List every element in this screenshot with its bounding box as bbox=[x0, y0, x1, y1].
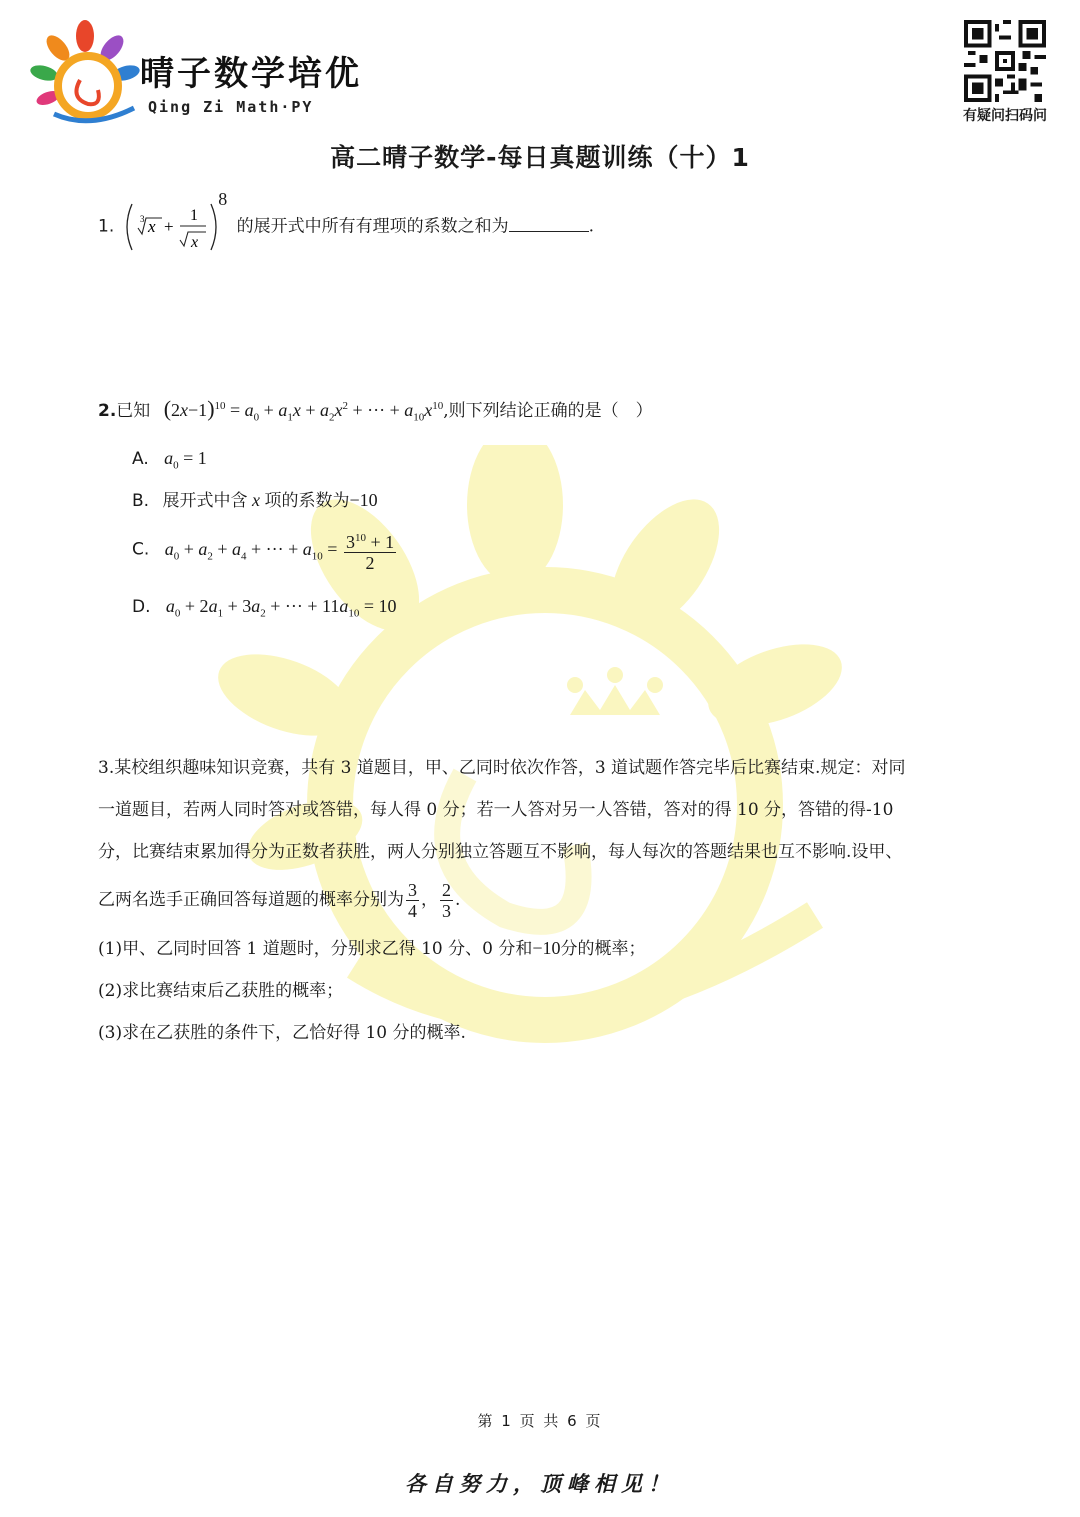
question-3-line-2: 一道题目，若两人同时答对或答错，每人得 0 分；若一人答对另一人答错，答对的得 10 分，答错的得-10 bbox=[98, 800, 894, 820]
question-1-number: 1. bbox=[98, 216, 115, 237]
svg-text:x: x bbox=[191, 234, 199, 251]
question-1-text: 的展开式中所有有理项的系数之和为 bbox=[236, 216, 509, 237]
question-3 bbox=[98, 747, 905, 1054]
question-1 bbox=[98, 188, 595, 254]
question-3-sub-3: (3)求在乙获胜的条件下，乙恰好得 10 分的概率. bbox=[98, 1023, 466, 1043]
svg-text:3: 3 bbox=[140, 214, 145, 224]
option-d-label: D. bbox=[132, 597, 151, 617]
sub-1-text-a: (1)甲、乙同时回答 1 道题时，分别求乙得 10 分、0 分和 bbox=[98, 939, 533, 959]
option-d-value: 10 bbox=[378, 596, 397, 616]
page-title: 高二晴子数学-每日真题训练（十）1 bbox=[330, 143, 750, 172]
question-3-line-4: 乙两名选手正确回答每道题的概率分别为 $\frac{3}{4}$ ， $\frac{2}{3}$ . bbox=[98, 880, 461, 921]
option-d[interactable] bbox=[132, 594, 397, 626]
option-a-label: A. bbox=[132, 449, 149, 469]
question-2-text: ,则下列结论正确的是（ ） bbox=[443, 401, 653, 421]
sub-1-neg-value: −10 bbox=[532, 938, 561, 958]
option-c-label: C. bbox=[132, 539, 150, 560]
option-a-formula: $a_0 = 1$ bbox=[164, 448, 207, 472]
brand-logo bbox=[30, 18, 140, 128]
svg-text:1: 1 bbox=[190, 207, 199, 224]
option-a[interactable] bbox=[132, 446, 207, 478]
question-3-sub-2: (2)求比赛结束后乙获胜的概率； bbox=[98, 981, 344, 1001]
question-3-line-4-text: 乙两名选手正确回答每道题的概率分别为 bbox=[98, 890, 404, 910]
question-3-line-1: 3.某校组织趣味知识竞赛，共有 3 道题目，甲、乙同时依次作答，3 道试题作答完毕后比赛结束.规定：对同 bbox=[98, 758, 906, 778]
page-number: 第 1 页 共 6 页 bbox=[477, 1412, 603, 1430]
qr-caption: 有疑问扫码问 bbox=[963, 108, 1047, 124]
question-2 bbox=[98, 394, 653, 430]
question-2-equation: $(2x-1)^{10} = a_0 + a_1x + a_2x^2$ + ··· + $a_{10}x^{10}$ bbox=[163, 396, 444, 424]
question-2-prefix: 已知 bbox=[116, 401, 151, 421]
prob-yi-denominator: 3 bbox=[442, 901, 451, 921]
brand-name-cn: 晴子数学培优 bbox=[140, 54, 362, 94]
option-b-text-2: 项的系数为 bbox=[264, 491, 350, 511]
option-b-value: −10 bbox=[349, 490, 378, 510]
option-b[interactable] bbox=[132, 488, 378, 513]
answer-blank[interactable] bbox=[509, 217, 589, 232]
prob-jia-numerator: 3 bbox=[408, 880, 417, 900]
question-1-formula bbox=[114, 200, 222, 254]
question-3-line-3: 分，比赛结束累加得分为正数者获胜，两人分别独立答题互不影响，每人每次的答题结果也互不影响.设甲、 bbox=[98, 842, 903, 862]
option-c[interactable] bbox=[132, 528, 398, 573]
brand-name-en: Qing Zi Math·PY bbox=[148, 98, 314, 116]
question-3-sub-1 bbox=[98, 927, 905, 970]
option-b-var: x bbox=[247, 490, 265, 510]
prob-yi-numerator: 2 bbox=[442, 880, 451, 900]
option-c-formula: $a_0 + a_2 + a_4$ + ··· + $a_{10}$ = $\frac{3^{10} + 1}{2}$ bbox=[165, 539, 398, 559]
svg-text:x: x bbox=[148, 217, 156, 236]
option-d-formula: $a_0 + 2a_1 + 3a_2$ + ··· + $11a_{10} = 10$ bbox=[165, 596, 397, 620]
sub-1-text-b: 分的概率； bbox=[560, 939, 646, 959]
qr-code bbox=[964, 20, 1046, 102]
svg-text:+: + bbox=[164, 217, 174, 236]
prob-jia-denominator: 4 bbox=[408, 901, 417, 921]
question-2-number: 2. bbox=[98, 401, 117, 421]
option-b-label: B. bbox=[132, 491, 150, 511]
option-b-text-1: 展开式中含 bbox=[162, 491, 248, 511]
footer-slogan: 各自努力，顶峰相见！ bbox=[405, 1471, 675, 1496]
question-1-end: . bbox=[588, 216, 595, 237]
question-1-exponent: 8 bbox=[218, 188, 228, 209]
